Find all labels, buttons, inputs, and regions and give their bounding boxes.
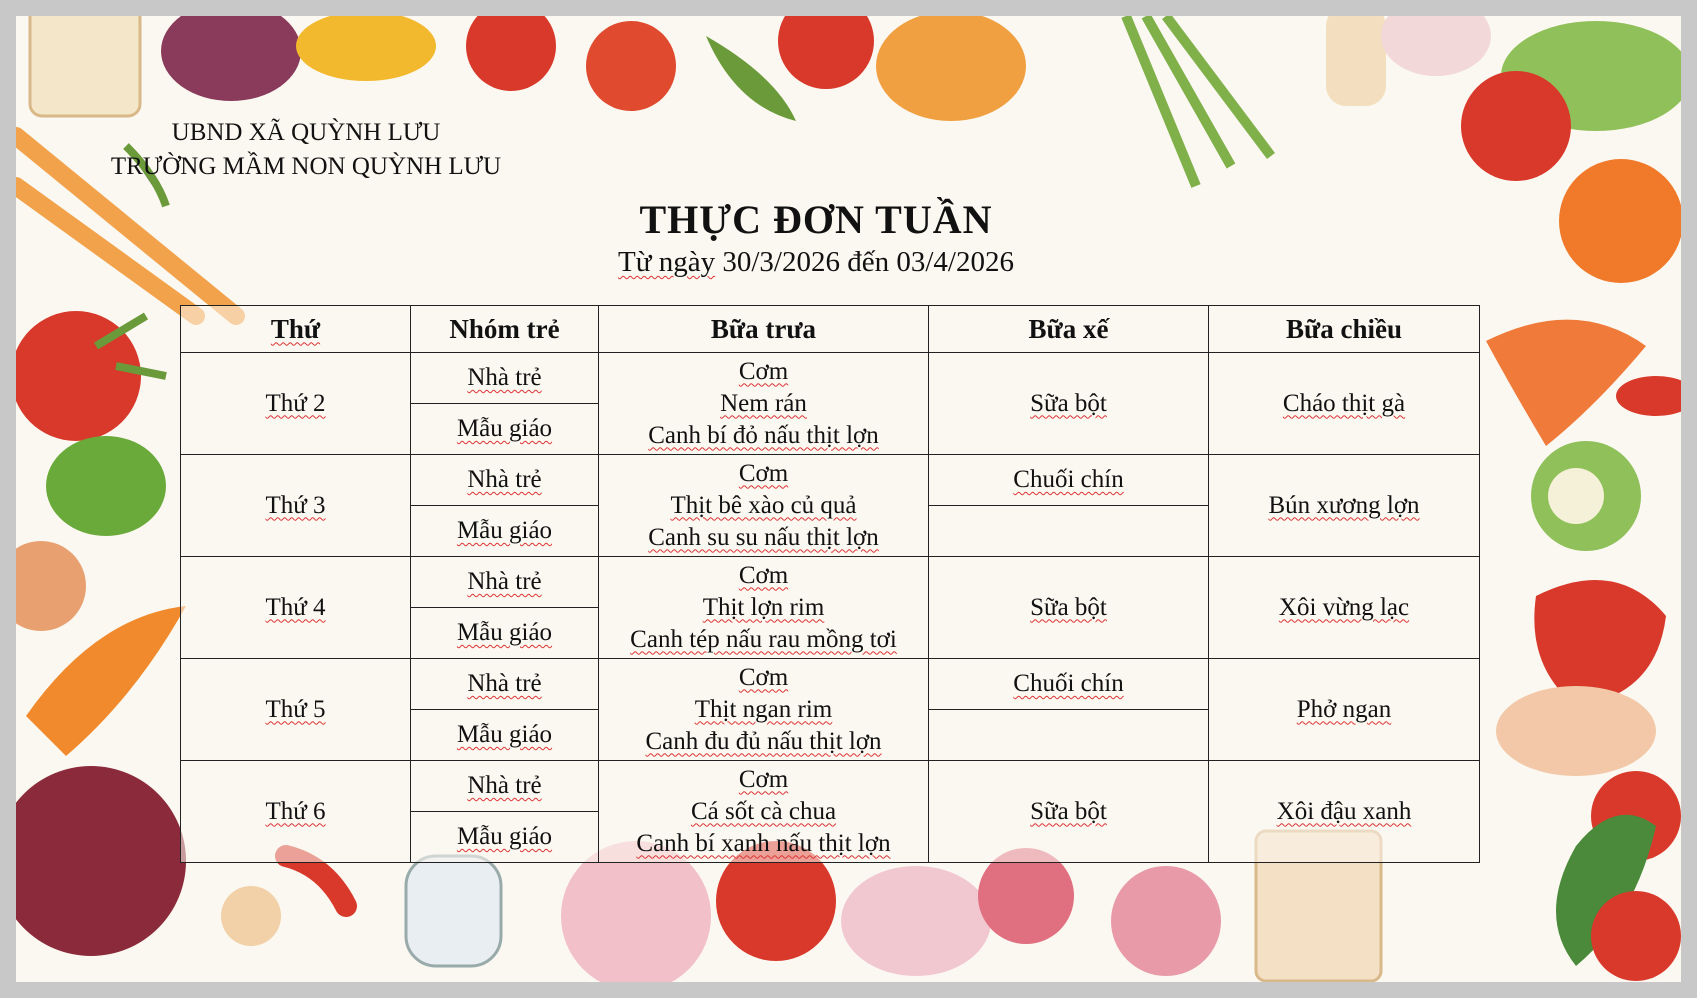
organization-header xyxy=(66,116,546,184)
dinner-cell: Phở ngan xyxy=(1209,659,1480,761)
lunch-cell xyxy=(599,659,929,761)
date-range-prefix: Từ ngày xyxy=(618,246,716,278)
lunch-dish: Cơm xyxy=(738,357,789,385)
group-cell: Nhà trẻ xyxy=(411,455,599,506)
group-cell: Mẫu giáo xyxy=(411,710,599,761)
lunch-dish: Cơm xyxy=(738,561,789,589)
weekly-menu-table xyxy=(180,305,1480,863)
lunch-dish: Thịt bê xào củ quả xyxy=(670,491,857,519)
day-cell: Thứ 6 xyxy=(181,761,411,863)
org-line-2: TRƯỜNG MẦM NON QUỲNH LƯU xyxy=(110,153,502,180)
snack-cell: Sữa bột xyxy=(929,557,1209,659)
page-title: THỰC ĐƠN TUẦN xyxy=(639,197,993,242)
lunch-cell xyxy=(599,455,929,557)
dinner-cell: Xôi đậu xanh xyxy=(1209,761,1480,863)
table-row xyxy=(181,353,1480,404)
col-header-day: Thứ xyxy=(181,306,411,353)
dinner-cell: Cháo thịt gà xyxy=(1209,353,1480,455)
scallion-icon xyxy=(1126,16,1271,186)
dinner-cell: Xôi vừng lạc xyxy=(1209,557,1480,659)
table-row xyxy=(181,455,1480,506)
lunch-cell xyxy=(599,557,929,659)
lunch-dish: Thịt lợn rim xyxy=(702,593,825,621)
onion-icon xyxy=(161,16,301,101)
lunch-cell xyxy=(599,353,929,455)
lunch-dish: Nem rán xyxy=(720,389,807,417)
col-header-lunch: Bữa trưa xyxy=(599,306,929,353)
snack-cell: Sữa bột xyxy=(929,353,1209,455)
dinner-cell: Bún xương lợn xyxy=(1209,455,1480,557)
group-cell: Nhà trẻ xyxy=(411,659,599,710)
lunch-cell xyxy=(599,761,929,863)
lettuce-icon xyxy=(46,436,166,536)
snack-cell-empty xyxy=(929,506,1209,557)
col-header-dinner: Bữa chiều xyxy=(1209,306,1480,353)
lunch-dish: Canh bí đỏ nấu thịt lợn xyxy=(648,421,879,449)
tofu-icon xyxy=(30,16,140,116)
day-cell: Thứ 2 xyxy=(181,353,411,455)
col-header-snack: Bữa xế xyxy=(929,306,1209,353)
snack-cell-empty xyxy=(929,710,1209,761)
lunch-dish: Cơm xyxy=(738,663,789,691)
lunch-dish: Canh su su nấu thịt lợn xyxy=(648,523,879,551)
tomato-icon xyxy=(466,16,556,91)
lunch-dish: Canh tép nấu rau mồng tơi xyxy=(630,625,897,653)
snack-cell: Chuối chín xyxy=(929,455,1209,506)
apple-icon xyxy=(16,766,186,956)
day-cell: Thứ 5 xyxy=(181,659,411,761)
baby-bottle-icon xyxy=(406,856,501,966)
date-range-dates: 30/3/2026 đến 03/4/2026 xyxy=(722,246,1014,278)
snack-cell: Sữa bột xyxy=(929,761,1209,863)
group-cell: Nhà trẻ xyxy=(411,353,599,404)
table-row xyxy=(181,659,1480,710)
group-cell: Mẫu giáo xyxy=(411,506,599,557)
lunch-dish: Cá sốt cà chua xyxy=(690,797,837,825)
lunch-dish: Thịt ngan rim xyxy=(694,695,833,723)
pepper-icon xyxy=(1486,320,1646,446)
garlic-icon xyxy=(1496,686,1656,776)
table-row xyxy=(181,761,1480,812)
group-cell: Nhà trẻ xyxy=(411,557,599,608)
lunch-dish: Canh bí xanh nấu thịt lợn xyxy=(636,829,891,857)
group-cell: Mẫu giáo xyxy=(411,812,599,863)
mushroom-icon xyxy=(1326,16,1386,106)
org-line-1: UBND XÃ QUỲNH LƯU xyxy=(171,119,441,146)
day-cell: Thứ 3 xyxy=(181,455,411,557)
lunch-dish: Cơm xyxy=(738,459,789,487)
date-range xyxy=(456,246,1176,279)
table-header-row xyxy=(181,306,1480,353)
group-cell: Mẫu giáo xyxy=(411,404,599,455)
slide xyxy=(16,16,1681,982)
table-row xyxy=(181,557,1480,608)
day-cell: Thứ 4 xyxy=(181,557,411,659)
squash-icon xyxy=(296,16,436,81)
lunch-dish: Canh đu đủ nấu thịt lợn xyxy=(645,727,882,755)
col-header-group: Nhóm trẻ xyxy=(411,306,599,353)
lunch-dish: Cơm xyxy=(738,765,789,793)
group-cell: Nhà trẻ xyxy=(411,761,599,812)
chicken-drumstick-icon xyxy=(876,16,1026,121)
snack-cell: Chuối chín xyxy=(929,659,1209,710)
group-cell: Mẫu giáo xyxy=(411,608,599,659)
